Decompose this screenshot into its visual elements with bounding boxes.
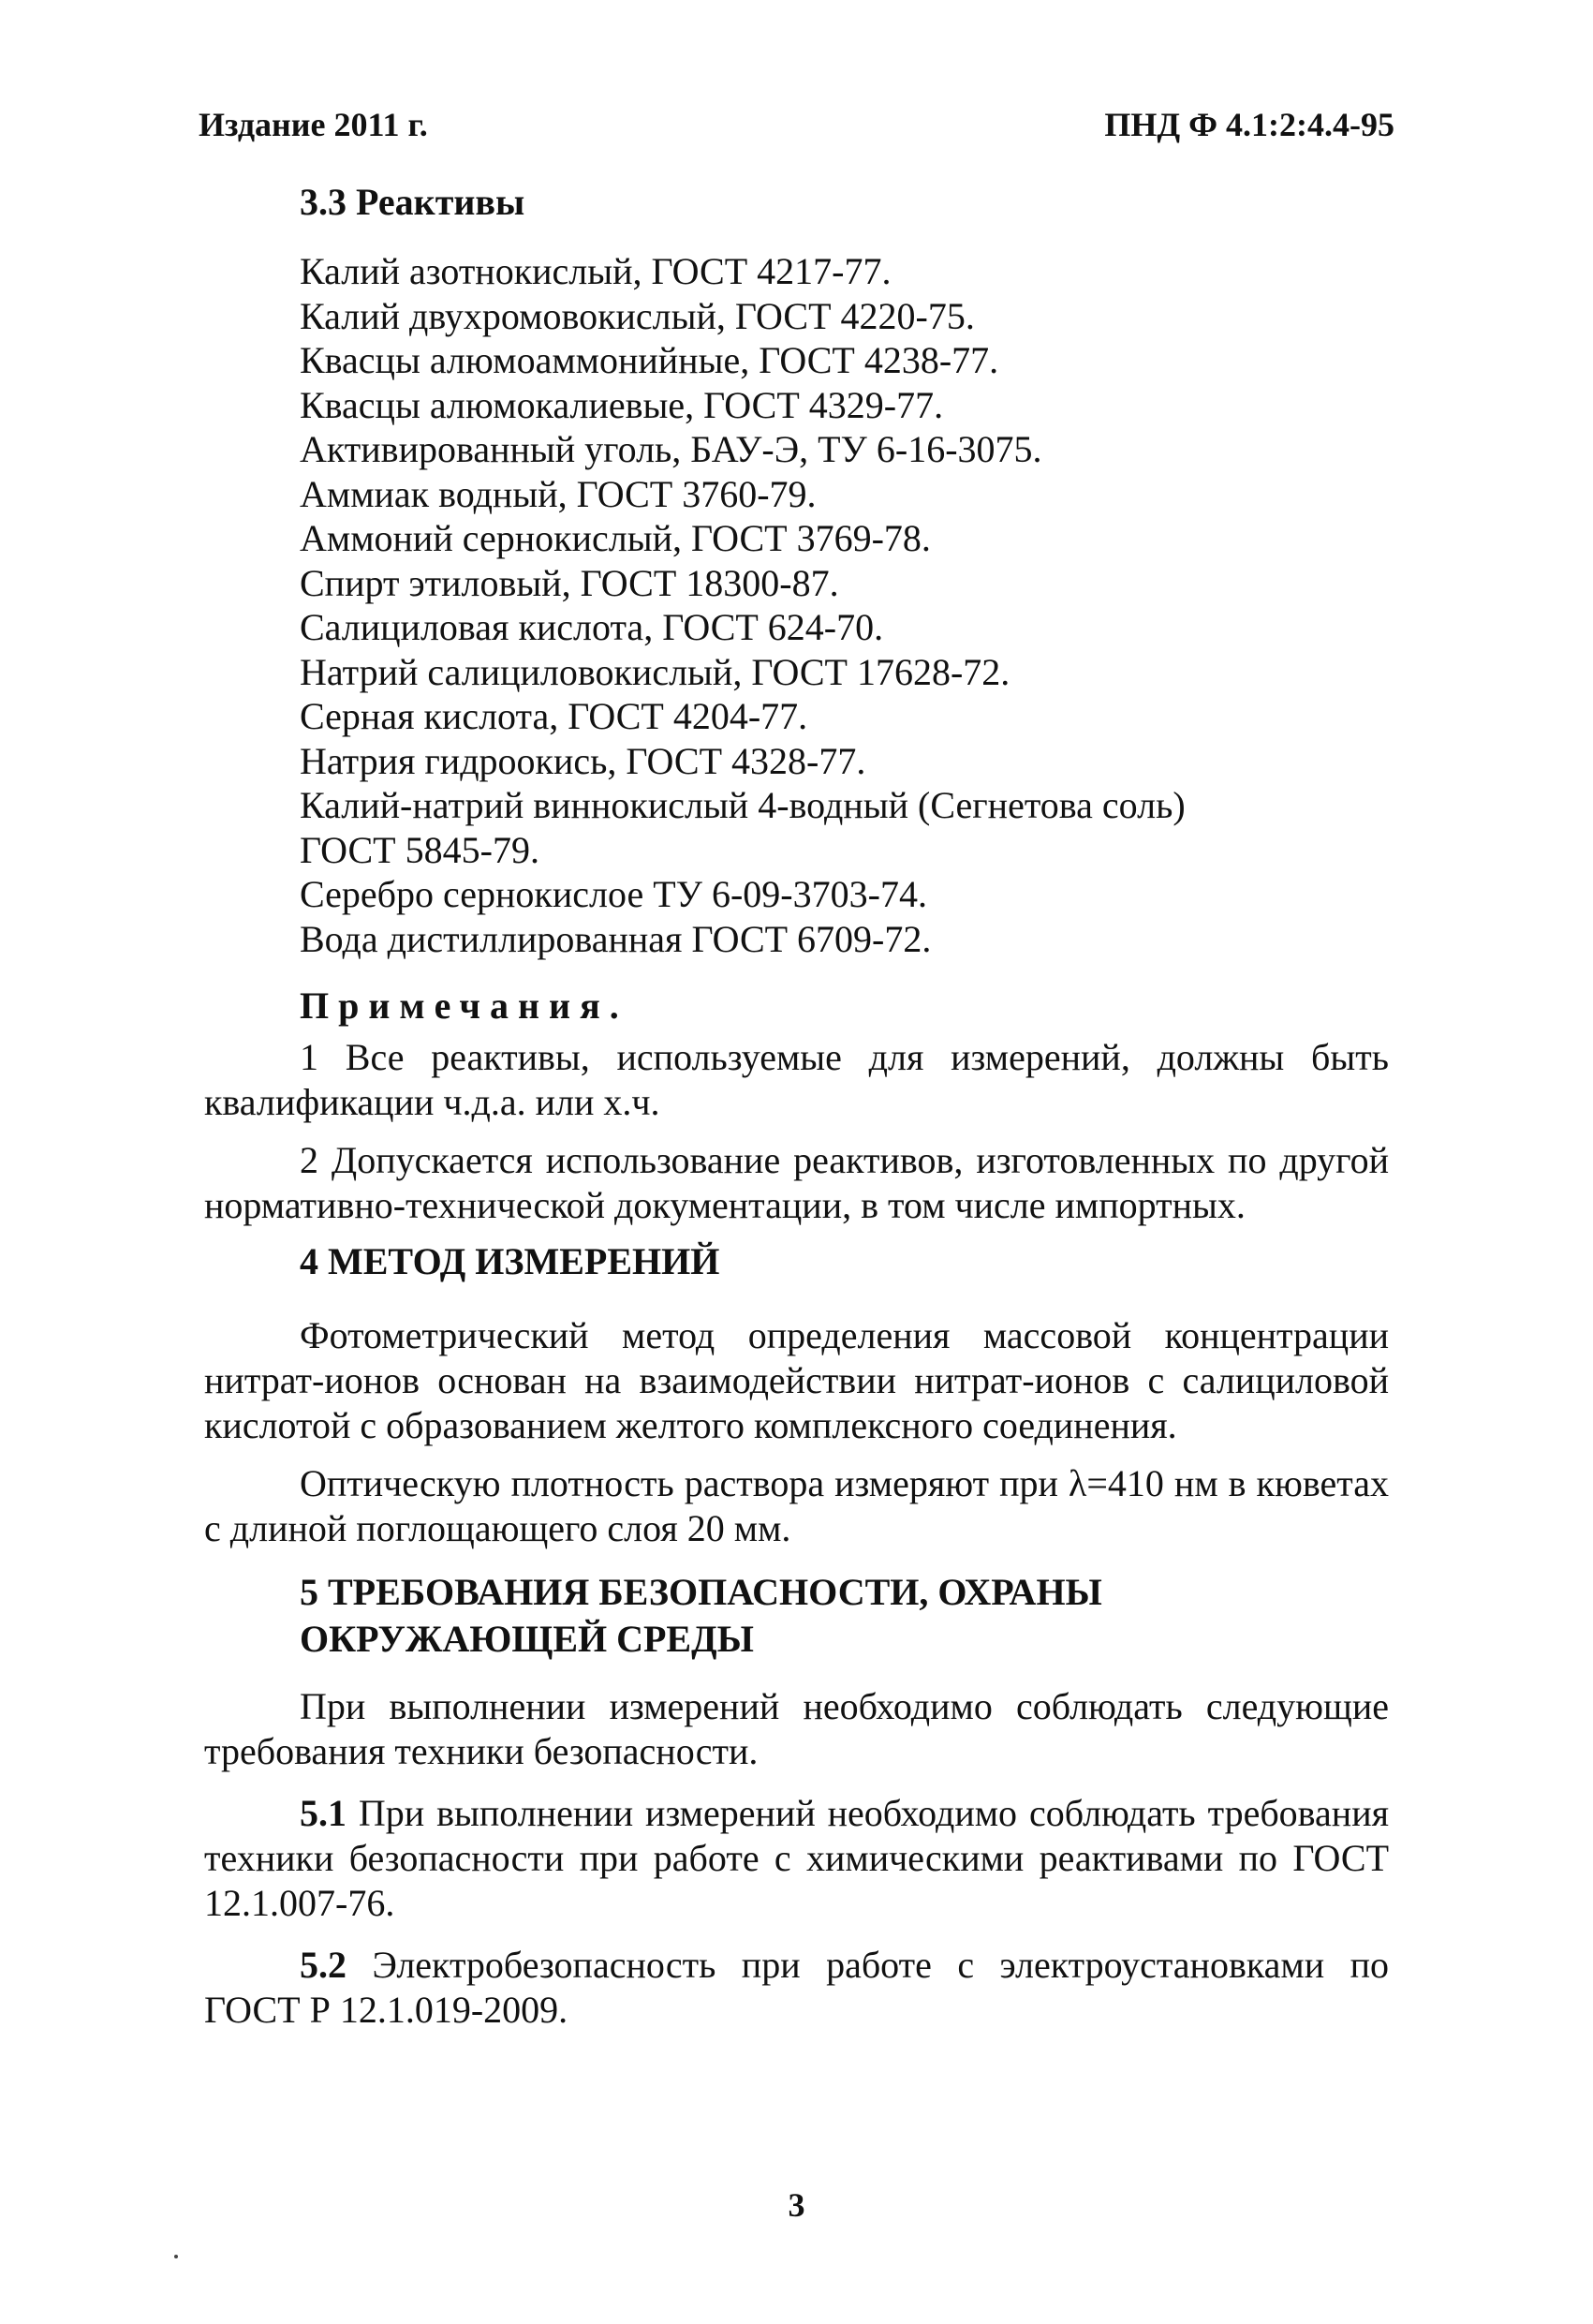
list-item: Вода дистиллированная ГОСТ 6709-72.	[300, 917, 932, 960]
scan-speck	[174, 2255, 178, 2258]
list-item: Натрия гидроокись, ГОСТ 4328-77.	[300, 739, 866, 782]
list-item: Активированный уголь, БАУ-Э, ТУ 6-16-3075.	[300, 428, 1042, 470]
list-item: Калий двухромовокислый, ГОСТ 4220-75.	[300, 294, 975, 337]
section-5-1	[204, 1791, 1389, 1926]
list-item: ГОСТ 5845-79.	[300, 828, 539, 871]
list-item: Салициловая кислота, ГОСТ 624-70.	[300, 606, 884, 648]
section-5-heading	[204, 1569, 1389, 1663]
section-5-heading-line: ОКРУЖАЮЩЕЙ СРЕДЫ	[300, 1618, 754, 1660]
section-5-heading-line: 5 ТРЕБОВАНИЯ БЕЗОПАСНОСТИ, ОХРАНЫ	[300, 1571, 1102, 1613]
list-item: Аммиак водный, ГОСТ 3760-79.	[300, 472, 817, 515]
section-5-body	[204, 1684, 1389, 2033]
clause-text: Электробезопасность при работе с электроустановками по ГОСТ Р 12.1.019-2009.	[204, 1944, 1389, 2031]
clause-text: При выполнении измерений необходимо соблюдать требования техники безопасности при работе с химическими реактивами по ГОСТ 12.1.007-76.	[204, 1792, 1389, 1924]
edition-label: Издание 2011 г.	[199, 106, 428, 143]
list-item: Натрий салициловокислый, ГОСТ 17628-72.	[300, 650, 1010, 693]
list-item: Квасцы алюмоаммонийные, ГОСТ 4238-77.	[300, 339, 999, 381]
list-item: Спирт этиловый, ГОСТ 18300-87.	[300, 561, 839, 604]
reagents-list	[204, 249, 1484, 961]
list-item: Квасцы алюмокалиевые, ГОСТ 4329-77.	[300, 383, 944, 426]
section-4-heading: 4 МЕТОД ИЗМЕРЕНИЙ	[300, 1240, 720, 1282]
note-1: 1 Все реактивы, используемые для измерений, должны быть квалификации ч.д.а. или х.ч.	[204, 1036, 1389, 1123]
reagents-heading: 3.3 Реактивы	[300, 181, 525, 223]
clause-number: 5.2	[300, 1944, 347, 1986]
section-5-2	[204, 1943, 1389, 2033]
list-item: Серебро сернокислое ТУ 6-09-3703-74.	[300, 873, 927, 915]
section-4-paragraph: Оптическую плотность раствора измеряют при λ=410 нм в кюветах с длиной поглощающего слоя 20 мм.	[204, 1462, 1389, 1549]
notes-block	[204, 1035, 1389, 1228]
list-item: Калий-натрий виннокислый 4-водный (Сегнетова соль)	[300, 784, 1186, 826]
list-item: Серная кислота, ГОСТ 4204-77.	[300, 695, 808, 737]
section-4-body	[204, 1313, 1389, 1551]
section-5-intro: При выполнении измерений необходимо соблюдать следующие требования техники безопасности.	[204, 1685, 1389, 1772]
document-code: ПНД Ф 4.1:2:4.4-95	[1104, 106, 1394, 143]
note-2: 2 Допускается использование реактивов, изготовленных по другой нормативно-технической документации, в том числе импортных.	[204, 1139, 1389, 1226]
section-4-paragraph: Фотометрический метод определения массовой концентрации нитрат-ионов основан на взаимодействии нитрат-ионов с салициловой кислотой с образованием желтого комплексного соединения.	[204, 1314, 1389, 1446]
clause-number: 5.1	[300, 1792, 347, 1834]
notes-title: Примечания.	[300, 984, 628, 1027]
page-number: 3	[788, 2186, 805, 2224]
list-item: Аммоний сернокислый, ГОСТ 3769-78.	[300, 517, 931, 559]
list-item: Калий азотнокислый, ГОСТ 4217-77.	[300, 250, 892, 292]
